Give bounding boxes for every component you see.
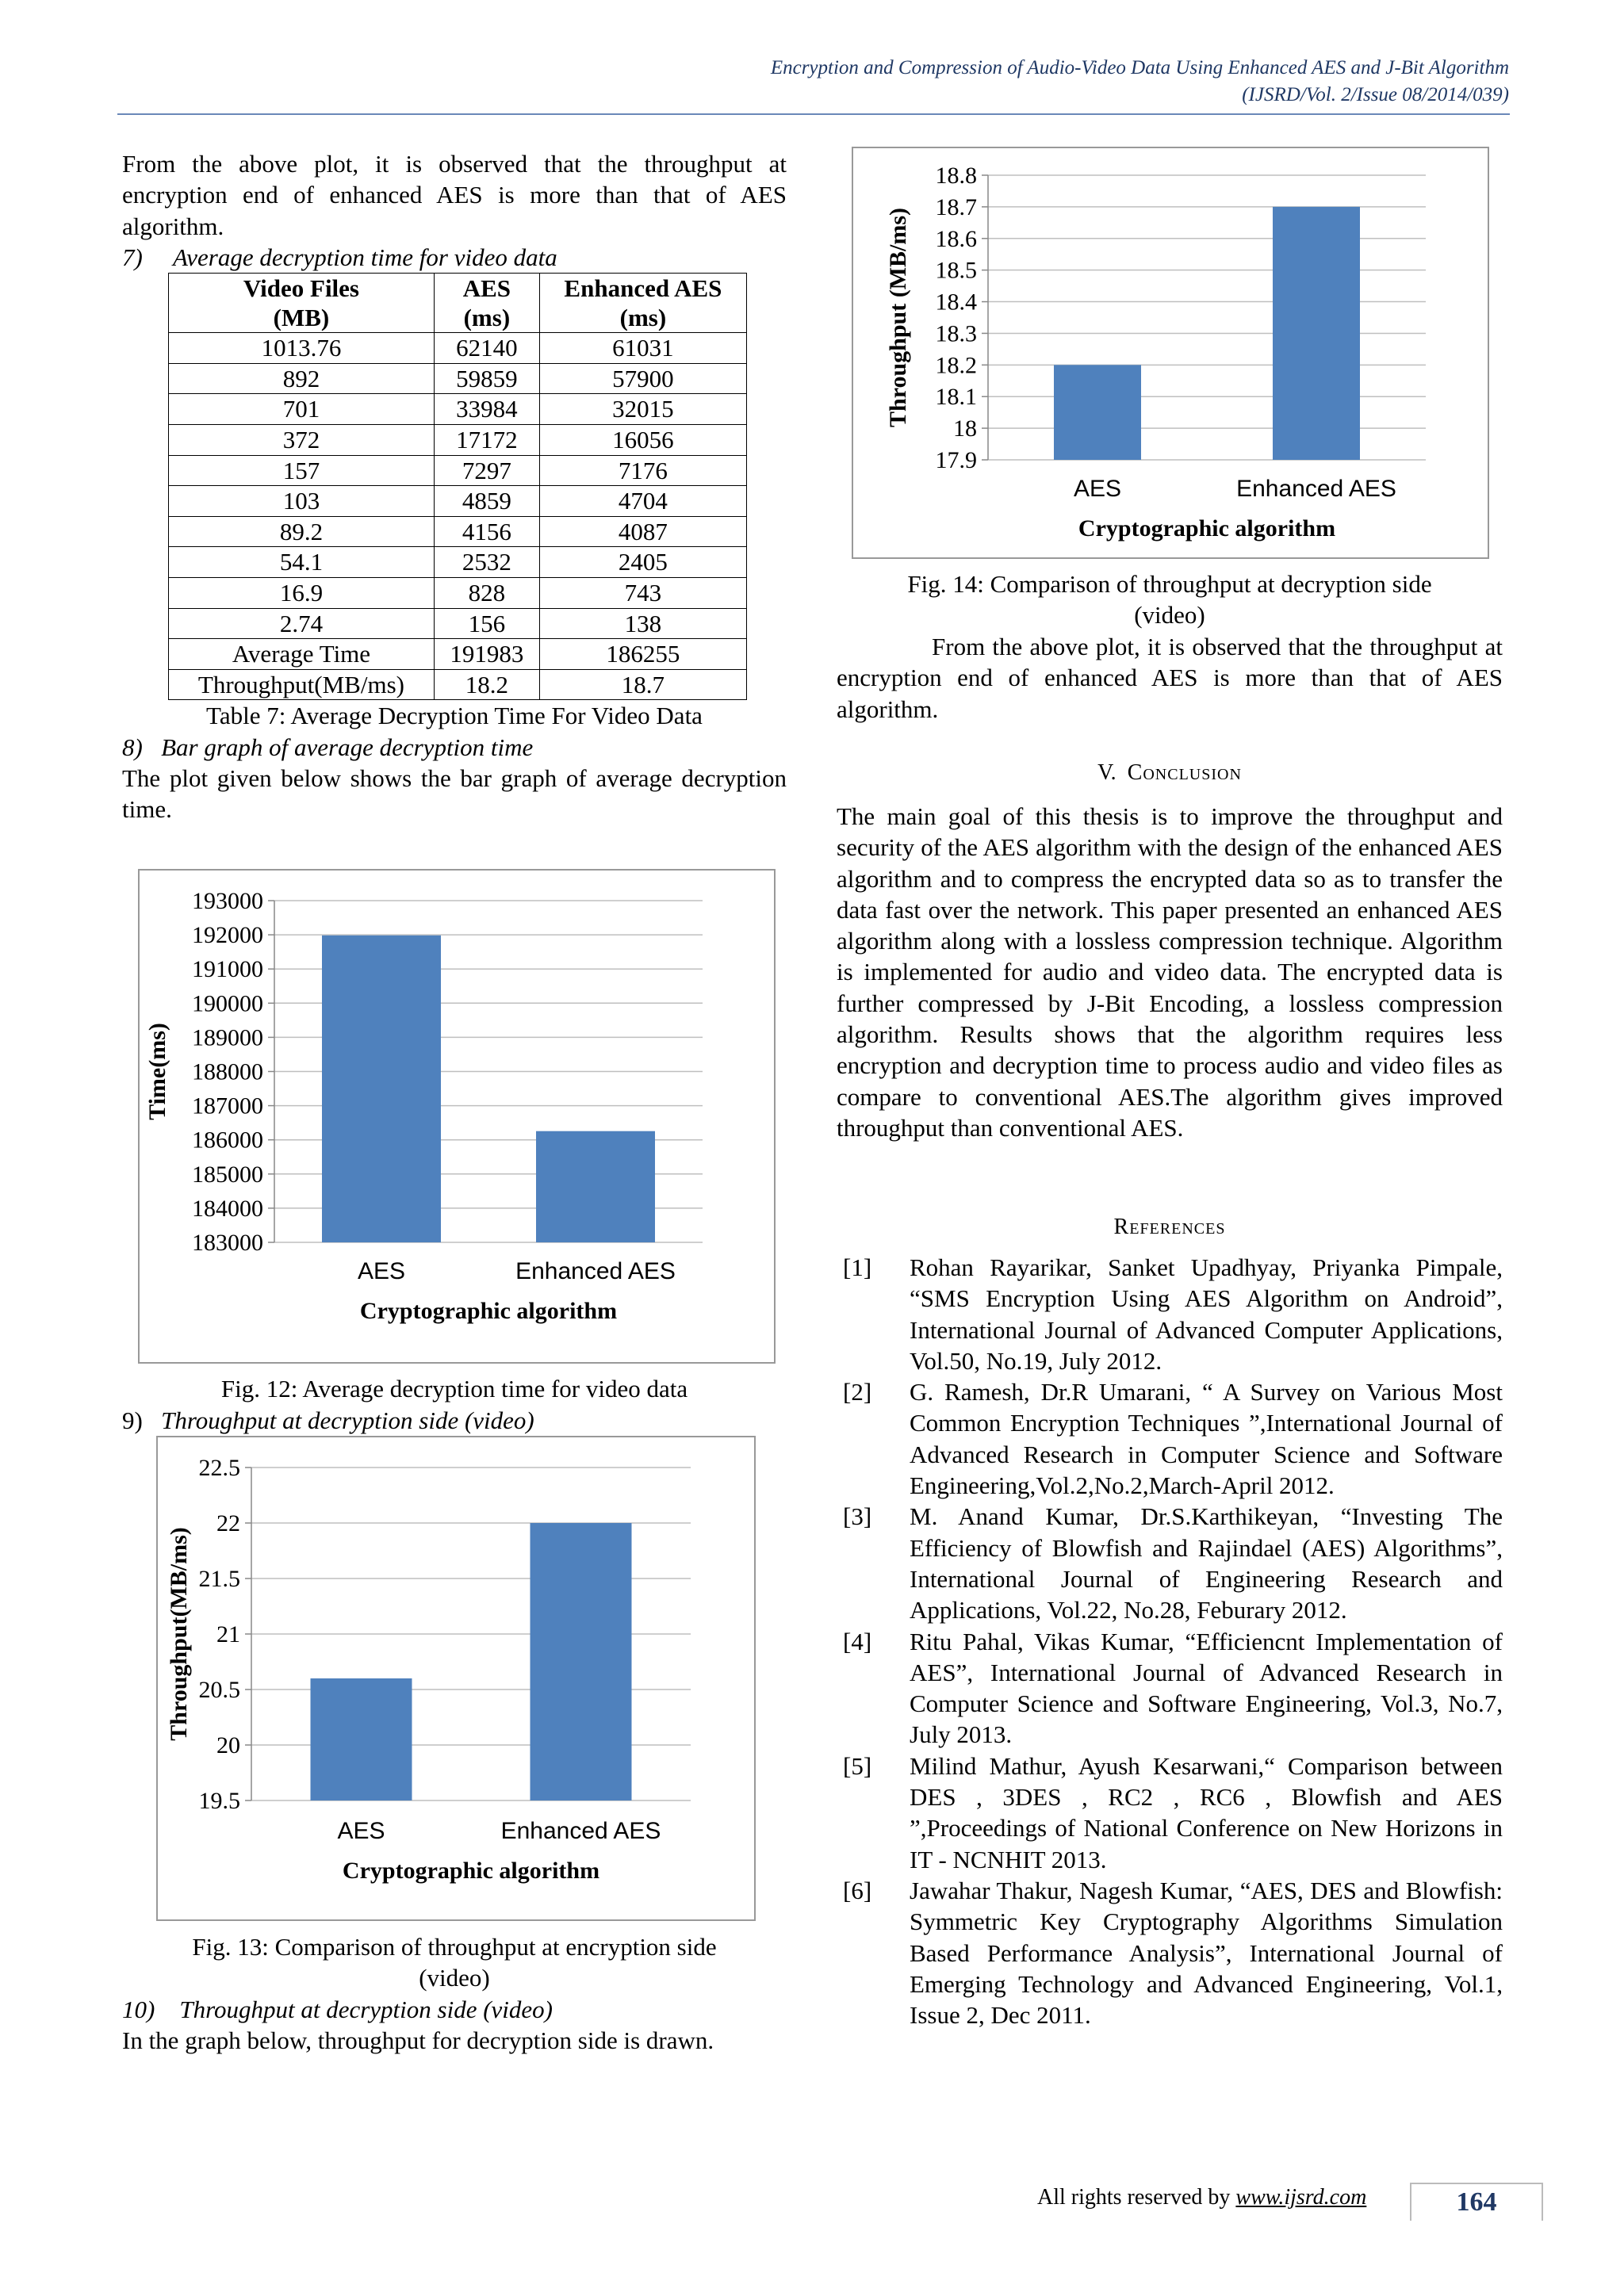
y-tick-label: 193000 [192, 888, 263, 914]
references-title: References [1113, 1215, 1226, 1239]
section-10 [122, 1994, 787, 2057]
table-cell: 186255 [539, 639, 746, 670]
intro-paragraph: From the above plot, it is observed that the throughput at encryption end of enhanced AES is more than that of AES algorithm. [122, 150, 787, 240]
x-category-label: Enhanced AES [1236, 476, 1396, 502]
section-8-text: The plot given below shows the bar graph of average decryption time. [122, 763, 787, 824]
reference-number: [1] [843, 1253, 872, 1281]
table-cell: 138 [539, 608, 746, 639]
table-cell: 4087 [539, 516, 746, 547]
section-10-title: Throughput at decryption side (video) [179, 1996, 553, 2023]
reference-number: [5] [843, 1751, 872, 1780]
reference-number: [3] [843, 1502, 872, 1531]
running-header-journal: (IJSRD/Vol. 2/Issue 08/2014/039) [1242, 84, 1509, 105]
reference-number: [4] [843, 1627, 872, 1655]
table-cell: 372 [169, 424, 435, 455]
fig12-caption: Fig. 12: Average decryption time for video data [220, 1375, 688, 1402]
conclusion-text: The main goal of this thesis is to improve the throughput and security of the AES algorithm with the design of the enhanced AES algorithm and to compress the encrypted data so as to transfer the data fast over the network. This paper presented an enhanced AES algorithm along with a lossless compression technique. Algorithm is implemented for audio and video data. The encrypted data is further compressed by J-Bit Encoding, a lossless compression algorithm. Results shows that the algorithm requires less encryption and decryption time to process audio and video files as compare to conventional AES.The algorithm gives improved throughput than conventional AES. [837, 802, 1503, 1142]
x-category-label: AES [1073, 476, 1122, 502]
y-tick-label: 22.5 [198, 1455, 240, 1481]
y-tick-label: 18.5 [935, 257, 977, 284]
conclusion-heading [837, 757, 1503, 788]
section-10-text: In the graph below, throughput for decryption side is drawn. [122, 2026, 714, 2055]
table-header-line: (MB) [273, 304, 330, 332]
fig14-caption [837, 568, 1503, 631]
y-tick-label: 21 [216, 1621, 240, 1647]
reference-item [837, 1501, 1503, 1625]
table-header-cell [169, 274, 435, 333]
reference-text: Rohan Rayarikar, Sanket Upadhyay, Priyanka Pimpale, “SMS Encryption Using AES Algorithm on Android”, International Journal of Advanced Computer Applications, Vol.50, No.19, July 2012. [910, 1253, 1503, 1375]
fig14-paragraph: From the above plot, it is observed that the throughput at encryption end of enhanced AES is more than that of AES algorithm. [837, 633, 1503, 723]
fig13-caption-line2: (video) [419, 1964, 490, 1992]
bar-aes [1054, 365, 1141, 460]
fig13-chart [156, 1436, 756, 1921]
table-cell: 2.74 [169, 608, 435, 639]
section-7-title: Average decryption time for video data [173, 243, 557, 271]
table-row [169, 608, 747, 639]
section-7-heading [122, 242, 787, 273]
fig14-caption-line1: Fig. 14: Comparison of throughput at decryption side [907, 570, 1432, 598]
table-cell: 7176 [539, 455, 746, 486]
table-cell: 4704 [539, 486, 746, 517]
page-number: 164 [1410, 2183, 1543, 2221]
x-category-label: AES [357, 1258, 406, 1284]
table-cell: 62140 [434, 333, 539, 364]
y-tick-label: 190000 [192, 990, 263, 1017]
table-cell: Average Time [169, 639, 435, 670]
y-tick-label: 18 [953, 415, 977, 442]
y-axis-title: Throughput(MB/ms) [166, 1527, 192, 1741]
table-cell: 743 [539, 577, 746, 608]
section-8-title: Bar graph of average decryption time [161, 733, 534, 761]
header-rule [117, 113, 1510, 115]
reference-text: Milind Mathur, Ayush Kesarwani,“ Comparison between DES , 3DES , RC2 , RC6 , Blowfish and AES ”,Proceedings of National Conference on New Horizons in IT - NCNHIT 2013. [910, 1751, 1503, 1873]
bar-enhanced-aes [536, 1131, 655, 1242]
y-tick-label: 19.5 [198, 1788, 240, 1814]
section-9-number: 9) [122, 1406, 143, 1434]
y-axis-title: Throughput (MB/ms) [885, 207, 911, 428]
table-cell: 33984 [434, 394, 539, 425]
section-10-heading [122, 1994, 787, 2025]
reference-item [837, 1875, 1503, 2030]
table-cell: 57900 [539, 363, 746, 394]
y-tick-label: 21.5 [198, 1566, 240, 1592]
references-heading [837, 1211, 1503, 1242]
table-header-row [169, 274, 747, 333]
table-row [169, 424, 747, 455]
reference-text: Jawahar Thakur, Nagesh Kumar, “AES, DES and Blowfish: Symmetric Key Cryptography Algorithms Simulation Based Performance Analysis”, International Journal of Emerging Technology and Advanced Engineering, Vol.1, Issue 2, Dec 2011. [910, 1876, 1503, 2030]
table-cell: 157 [169, 455, 435, 486]
y-tick-label: 18.8 [935, 163, 977, 189]
table-header-cell [434, 274, 539, 333]
bar-enhanced-aes [530, 1523, 632, 1800]
bar-enhanced-aes [1273, 207, 1360, 460]
x-axis-title: Cryptographic algorithm [1078, 515, 1336, 541]
y-tick-label: 187000 [192, 1093, 263, 1119]
y-tick-label: 17.9 [935, 447, 977, 473]
table-cell: 18.2 [434, 669, 539, 700]
table-cell: 156 [434, 608, 539, 639]
table-row [169, 394, 747, 425]
fig14-svg [853, 148, 1488, 557]
table-header-line: (ms) [619, 304, 667, 332]
table-cell: 892 [169, 363, 435, 394]
section-7-number: 7) [122, 243, 143, 271]
table-row [169, 455, 747, 486]
reference-text: M. Anand Kumar, Dr.S.Karthikeyan, “Investing The Efficiency of Blowfish and Rajindael (AES) Algorithms”, International Journal of Engineering Research and Applications, Vol.22, No.28, Feburary 2012. [910, 1502, 1503, 1624]
y-tick-label: 185000 [192, 1161, 263, 1188]
table-cell: 103 [169, 486, 435, 517]
y-tick-label: 183000 [192, 1230, 263, 1256]
y-tick-label: 18.4 [935, 289, 977, 316]
references-list [837, 1252, 1503, 2030]
y-tick-label: 18.6 [935, 225, 977, 252]
table-row [169, 363, 747, 394]
conclusion-title: Conclusion [1127, 760, 1242, 785]
decryption-time-table [168, 273, 747, 700]
table-row [169, 669, 747, 700]
table-cell: 1013.76 [169, 333, 435, 364]
table-cell: 59859 [434, 363, 539, 394]
table-header-cell [539, 274, 746, 333]
reference-number: [2] [843, 1378, 872, 1406]
reference-number: [6] [843, 1876, 872, 1904]
table-row [169, 577, 747, 608]
fig12-chart [138, 869, 776, 1364]
table-cell: 701 [169, 394, 435, 425]
table-cell: 16.9 [169, 577, 435, 608]
table-header-line: Enhanced AES [564, 274, 722, 303]
table-cell: 32015 [539, 394, 746, 425]
fig13-svg [158, 1437, 754, 1919]
footer-rights-text: All rights reserved by [1037, 2185, 1231, 2210]
y-tick-label: 20.5 [198, 1677, 240, 1703]
table-row [169, 516, 747, 547]
x-category-label: Enhanced AES [515, 1258, 676, 1284]
table-row [169, 639, 747, 670]
reference-item [837, 1751, 1503, 1875]
table-cell: 191983 [434, 639, 539, 670]
section-9-heading [122, 1405, 787, 1436]
fig12-svg [140, 871, 774, 1362]
table-header-line: AES [462, 274, 511, 303]
running-header-title: Encryption and Compression of Audio-Video Data Using Enhanced AES and J-Bit Algorithm [770, 57, 1509, 78]
section-10-number: 10) [122, 1996, 155, 2023]
x-axis-title: Cryptographic algorithm [342, 1858, 600, 1884]
section-8-heading [122, 732, 787, 763]
y-tick-label: 184000 [192, 1195, 263, 1222]
reference-text: G. Ramesh, Dr.R Umarani, “ A Survey on Various Most Common Encryption Techniques ”,International Journal of Advanced Research in Computer Science and Software Engineering,Vol.2,No.2,March-April 2012. [910, 1378, 1503, 1500]
footer-site-link[interactable]: www.ijsrd.com [1235, 2185, 1367, 2210]
y-tick-label: 18.7 [935, 193, 977, 220]
conclusion-number: V. [1097, 760, 1116, 785]
y-tick-label: 188000 [192, 1058, 263, 1085]
table-row [169, 333, 747, 364]
table-cell: 54.1 [169, 547, 435, 578]
y-tick-label: 20 [216, 1732, 240, 1758]
y-tick-label: 22 [216, 1510, 240, 1536]
table-cell: 2532 [434, 547, 539, 578]
bar-aes [322, 936, 441, 1242]
fig14-caption-line2: (video) [1134, 601, 1205, 629]
y-tick-label: 189000 [192, 1024, 263, 1051]
table-cell: 18.7 [539, 669, 746, 700]
x-axis-title: Cryptographic algorithm [359, 1298, 618, 1324]
y-tick-label: 18.3 [935, 320, 977, 347]
section-8-number: 8) [122, 733, 143, 761]
table-header-line: Video Files [243, 274, 359, 303]
table-cell: 4859 [434, 486, 539, 517]
x-category-label: AES [337, 1818, 385, 1844]
y-tick-label: 18.2 [935, 352, 977, 379]
table-cell: 17172 [434, 424, 539, 455]
table-header-line: (ms) [463, 304, 511, 332]
reference-item [837, 1626, 1503, 1751]
bar-aes [311, 1678, 412, 1800]
reference-text: Ritu Pahal, Vikas Kumar, “Efficiencnt Implementation of AES”, International Journal of Advanced Research in Computer Science and Software Engineering, Vol.3, No.7, July 2013. [910, 1627, 1503, 1749]
table-cell: 7297 [434, 455, 539, 486]
y-tick-label: 191000 [192, 956, 263, 983]
x-category-label: Enhanced AES [500, 1818, 661, 1844]
y-axis-title: Time(ms) [144, 1023, 170, 1120]
fig14-chart [852, 147, 1489, 559]
left-column [122, 148, 787, 825]
table-7-caption: Table 7: Average Decryption Time For Video Data [206, 702, 703, 730]
reference-item [837, 1376, 1503, 1501]
table-cell: 2405 [539, 547, 746, 578]
reference-item [837, 1252, 1503, 1376]
table-cell: 828 [434, 577, 539, 608]
table-cell: Throughput(MB/ms) [169, 669, 435, 700]
footer-rights [1037, 2185, 1366, 2210]
table-cell: 4156 [434, 516, 539, 547]
table-row [169, 547, 747, 578]
table-cell: 89.2 [169, 516, 435, 547]
y-tick-label: 18.1 [935, 384, 977, 411]
y-tick-label: 186000 [192, 1127, 263, 1154]
table-cell: 61031 [539, 333, 746, 364]
fig13-caption-line1: Fig. 13: Comparison of throughput at encryption side [192, 1933, 717, 1961]
y-tick-label: 192000 [192, 922, 263, 949]
table-cell: 16056 [539, 424, 746, 455]
section-9-title: Throughput at decryption side (video) [161, 1406, 534, 1434]
table-row [169, 486, 747, 517]
fig13-caption [122, 1931, 787, 1994]
